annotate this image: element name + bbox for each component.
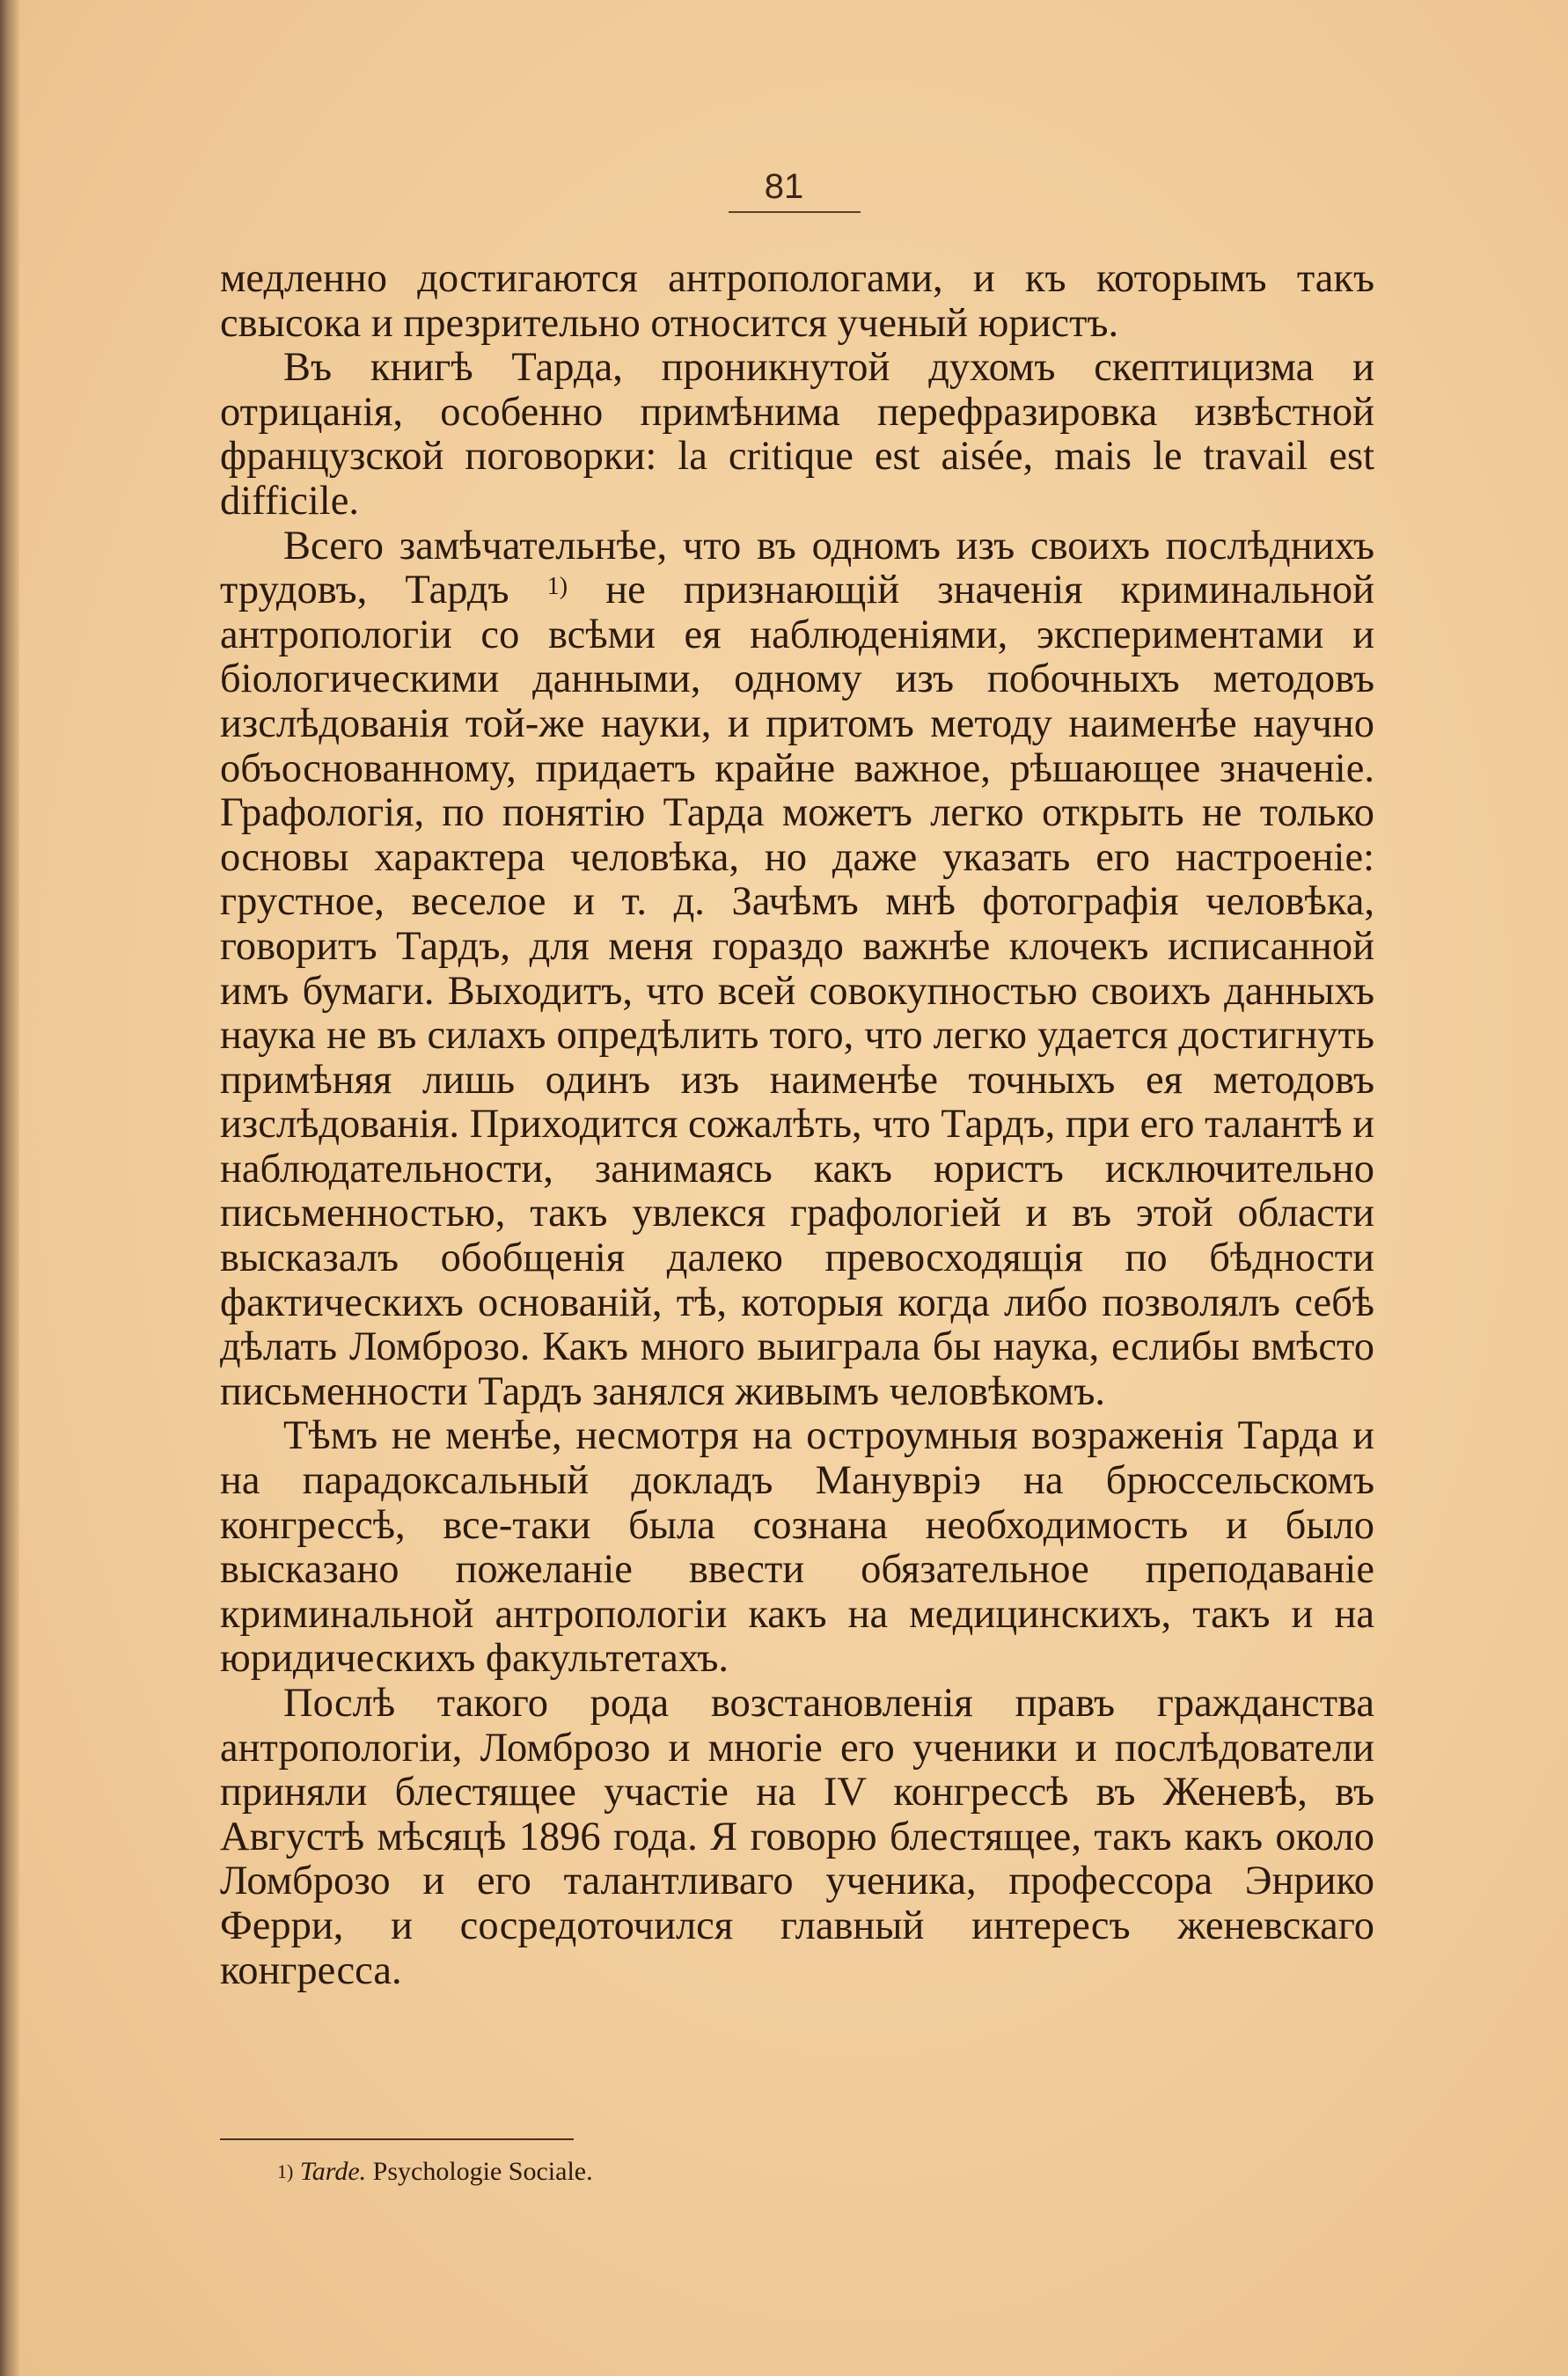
paragraph-3-rest: не признающій значенія криминальной антропологіи со всѣми ея наблюденіями, экспериментами и біологическими данными, одному изъ побочныхъ методовъ изслѣдованія той-же науки, и притомъ методу наименѣе научно объоснованному, придаетъ крайне важное, рѣшающее значеніе. Графологія, по понятію Тарда можетъ легко открыть не только основы характера человѣка, но даже указать его настроеніе: грустное, веселое и т. д. Зачѣмъ мнѣ фотографія человѣка, говоритъ Тардъ, для меня гораздо важнѣе клочекъ исписанной имъ бумаги. Выходитъ, что всей совокупностью своихъ данныхъ наука не въ силахъ опредѣлить того, что легко удается достигнуть примѣняя лишь одинъ изъ наименѣе точныхъ ея методовъ изслѣдованія. Приходится сожалѣть, что Тардъ, при его талантѣ и наблюдательности, занимаясь какъ юристъ исключительно письменностью, такъ увлекся графологіей и въ этой области высказалъ обобщенія далеко превосходящія по бѣдности фактическихъ основаній, тѣ, которыя когда либо позволялъ себѣ дѣлать Ломброзо. Какъ много выиграла бы наука, еслибы вмѣсто письменности Тардъ занялся живымъ человѣкомъ. (220, 568, 1375, 1414)
paragraph-4: Тѣмъ не менѣе, несмотря на остроумныя возраженія Тарда и на парадоксальный докладъ Мануврiэ на брюссельскомъ конгрессѣ, все-таки была сознана необходимость и было высказано пожеланіе ввести обязательное преподаваніе криминальной антропологіи какъ на медицинскихъ, такъ и на юридическихъ факультетахъ. (220, 1413, 1374, 1682)
footnote-title: Psychologie Sociale. (372, 2157, 593, 2186)
paragraph-5: Послѣ такого рода возстановленія правъ гражданства антропологіи, Ломброзо и многіе его ученики и послѣдователи приняли блестящее участіе на IV конгрессѣ въ Женевѣ, въ Августѣ мѣсяцѣ 1896 года. Я говорю блестящее, такъ какъ около Ломброзо и его талантливаго ученика, профессора Энрико Ферри, и сосредоточился главный интересъ женевскаго конгресса. (220, 1681, 1374, 1993)
page-number: 81 (764, 167, 804, 206)
footnote-reference: 1) (546, 573, 568, 601)
paragraph-2: Въ книгѣ Тарда, проникнутой духомъ скептицизма и отрицанія, особенно примѣнима перефразировка извѣстной французской поговорки: la critique est aisée, mais le travail est difficile. (220, 345, 1374, 524)
footnote-rule (220, 2138, 574, 2140)
footnote (277, 2154, 593, 2189)
footnote-author: Tarde. (299, 2157, 367, 2186)
paragraph-3 (220, 524, 1374, 1415)
page-binding-edge (0, 0, 19, 2376)
paragraph-1: медленно достигаются антропологами, и къ которымъ такъ свысока и презрительно относится ученый юристъ. (220, 256, 1374, 346)
page-number-rule (729, 211, 861, 213)
paragraph-3-start: Всего замѣчательнѣе, что въ одномъ изъ своихъ послѣднихъ трудовъ, Тардъ (220, 523, 1374, 613)
body-text (220, 257, 1374, 1993)
footnote-number: 1) (277, 2160, 294, 2182)
